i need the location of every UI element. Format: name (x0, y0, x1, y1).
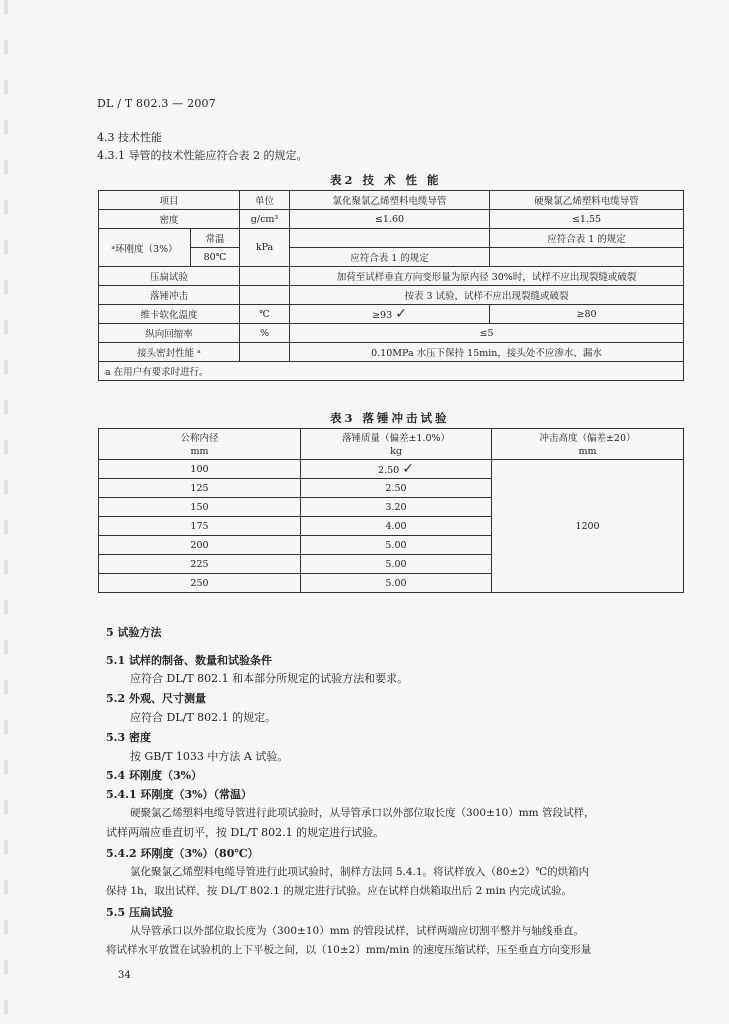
table-cell (301, 460, 492, 479)
table-cell (290, 229, 490, 248)
table-cell: % (240, 324, 290, 343)
table3-caption: 表3 落锤冲击试验 (330, 411, 450, 425)
table-cell: 单位 (240, 191, 290, 210)
table-cell: ℃ (240, 305, 290, 324)
section-5-2-text: 应符合 DL/T 802.1 的规定。 (130, 711, 277, 724)
section-5-5-heading: 5.5 压扁试验 (106, 906, 173, 919)
table-cell: 落锤冲击 (99, 286, 240, 305)
table-row (99, 229, 684, 248)
table-row (99, 191, 684, 210)
table-row (99, 324, 684, 343)
table-cell (240, 286, 290, 305)
section-5-1-text: 应符合 DL/T 802.1 和本部分所规定的试验方法和要求。 (130, 672, 409, 685)
table-cell: 应符合表 1 的规定 (490, 229, 684, 248)
table-cell: 4.00 (301, 517, 492, 536)
table-row (99, 343, 684, 362)
table-cell: 冲击高度（偏差±20） (492, 429, 684, 445)
table-cell (490, 248, 684, 267)
table-cell: 纵向回缩率 (99, 324, 240, 343)
table-cell: 压扁试验 (99, 267, 240, 286)
table-cell: 氯化聚氯乙烯塑料电缆导管 (290, 191, 490, 210)
section-5-4-2-text-line1: 氯化聚氯乙烯塑料电缆导管进行此项试验时，制样方法同 5.4.1。将试样放入（80±2）℃的烘箱内 (130, 866, 590, 878)
table-cell: ≤1.60 (290, 210, 490, 229)
table-row (99, 460, 684, 479)
section-5-5-text-line2: 将试样水平放置在试验机的上下平板之间，以（10±2）mm/min 的速度压缩试样，压至垂直方向变形量 (106, 944, 592, 956)
table-row (99, 286, 684, 305)
table-cell: 按表 3 试验，试样不应出现裂缝或破裂 (290, 286, 684, 305)
section-4-3-1: 4.3.1 导管的技术性能应符合表 2 的规定。 (97, 149, 308, 162)
table-cell (240, 343, 290, 362)
table-cell: mm (99, 444, 301, 460)
table-cell: kg (301, 444, 492, 460)
table-cell-value: 2.50 (378, 465, 400, 476)
section-5-4-2-heading: 5.4.2 环刚度（3%）（80℃） (106, 847, 259, 860)
section-5-5-text-line1: 从导管承口以外部位取长度为（300±10）mm 的管段试样，试样两端应切割平整并与轴线垂直。 (130, 925, 584, 937)
table-cell: 常温 (191, 229, 240, 248)
table-cell: 225 (99, 555, 301, 574)
table-cell: mm (492, 444, 684, 460)
section-5-4-heading: 5.4 环刚度（3%） (106, 769, 203, 782)
table-cell: 200 (99, 536, 301, 555)
table2-caption: 表2 技 术 性 能 (330, 173, 442, 187)
table-cell: ≤1.55 (490, 210, 684, 229)
table-cell: 项目 (99, 191, 240, 210)
handwritten-check-icon: ✓ (402, 461, 414, 477)
table-cell: 维卡软化温度 (99, 305, 240, 324)
section-5-4-2-text-line2: 保持 1h，取出试样，按 DL/T 802.1 的规定进行试验。应在试样自烘箱取出后 2 min 内完成试验。 (106, 885, 573, 897)
section-5-3-text: 按 GB/T 1033 中方法 A 试验。 (130, 750, 289, 763)
table-note: a 在用户有要求时进行。 (99, 362, 684, 381)
table-cell: 250 (99, 574, 301, 593)
section-5-4-1-heading: 5.4.1 环刚度（3%）（常温） (106, 788, 253, 801)
table-cell: 落锤质量（偏差±1.0%） (301, 429, 492, 445)
section-5-title: 5 试验方法 (106, 626, 162, 639)
table-cell: 硬聚氯乙烯塑料电缆导管 (490, 191, 684, 210)
table3-drop-hammer-impact (98, 428, 684, 593)
section-5-4-1-text-line2: 试样两端应垂直切平，按 DL/T 802.1 的规定进行试验。 (106, 826, 385, 839)
table-cell-value: ≥93 (372, 310, 393, 321)
table-cell: 5.00 (301, 536, 492, 555)
section-5-2-heading: 5.2 外观、尺寸测量 (106, 692, 206, 705)
table-cell: g/cm³ (240, 210, 290, 229)
table-cell (240, 267, 290, 286)
table-cell: 3.20 (301, 498, 492, 517)
table-cell (290, 305, 490, 324)
handwritten-check-icon: ✓ (395, 306, 407, 322)
binder-holes (4, 0, 8, 1024)
table-cell: 5.00 (301, 555, 492, 574)
section-5-3-heading: 5.3 密度 (106, 731, 151, 744)
table-row (99, 444, 684, 460)
table-cell: ≤5 (290, 324, 684, 343)
table-cell: 150 (99, 498, 301, 517)
table-cell: 0.10MPa 水压下保持 15min，接头处不应渗水、漏水 (290, 343, 684, 362)
table-cell: 密度 (99, 210, 240, 229)
table-cell: ≥80 (490, 305, 684, 324)
table-cell: 1200 (492, 460, 684, 593)
page-number: 34 (118, 970, 131, 981)
table-row (99, 267, 684, 286)
table-row (99, 210, 684, 229)
section-5-1-heading: 5.1 试样的制备、数量和试验条件 (106, 654, 272, 667)
document-id: DL / T 802.3 — 2007 (97, 97, 216, 110)
table-cell: 175 (99, 517, 301, 536)
section-4-3-heading: 4.3 技术性能 (97, 131, 162, 144)
table-row (99, 362, 684, 381)
table-row (99, 429, 684, 445)
table-cell: 2.50 (301, 479, 492, 498)
table-cell: kPa (240, 229, 290, 267)
table-cell: 5.00 (301, 574, 492, 593)
table-cell: 应符合表 1 的规定 (290, 248, 490, 267)
table-cell: 125 (99, 479, 301, 498)
table-cell: 80℃ (191, 248, 240, 267)
table-cell: ᵃ环刚度（3%） (99, 229, 191, 267)
section-5-4-1-text-line1: 硬聚氯乙烯塑料电缆导管进行此项试验时，从导管承口以外部位取长度（300±10）mm 管段试样， (130, 807, 595, 819)
table-row (99, 305, 684, 324)
table-cell: 加荷至试样垂直方向变形量为原内径 30%时，试样不应出现裂缝或破裂 (290, 267, 684, 286)
table-cell: 公称内径 (99, 429, 301, 445)
table-cell: 100 (99, 460, 301, 479)
table-cell: 接头密封性能 ᵃ (99, 343, 240, 362)
table2-technical-performance (98, 190, 684, 381)
